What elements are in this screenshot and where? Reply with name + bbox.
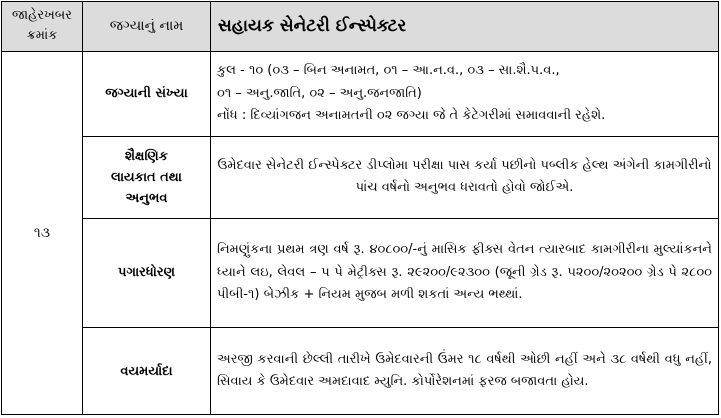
recruitment-table [1, 1, 719, 415]
header-row [2, 2, 719, 52]
label-qualification-line-1: શૈક્ષણિક [125, 148, 168, 164]
pay-scale-details: નિમણુંકના પ્રથમ ત્રણ વર્ષ રૂ. ૪૦૮૦૦/-નું માસિક ફીક્સ વેતન ત્યારબાદ કામગીરીના મુલ્યાંકનને ધ્યાને લઇ, લેવલ – પ પે મેટ્રીક્સ રૂ. ૨૯૨૦૦/૯૨૩૦૦ (જૂની ગ્રેડ રૂ. ૫૨૦૦/૨૦૨૦૦ ગ્રેડ પે ૨૮૦૦ પીબી-૧) બેઝીક + નિયમ મુજબ મળી શકતાં અન્ય ભથ્થાં. [211, 218, 719, 328]
header-post-title: સહાયક સેનેટરી ઈન્સ્પેક્ટર [211, 2, 719, 52]
header-advt-number-line2: ક્રમાંક [26, 28, 58, 44]
advt-number: ૧૩ [2, 51, 83, 414]
label-pay-scale: પગારધોરણ [83, 218, 211, 328]
row-pay-scale [2, 218, 719, 328]
vacancies-note: નોંધ : દિવ્યાંગજન અનામતની ૦૨ જગ્યા જે તે કેટેગરીમાં સમાવવાની રહેશે. [217, 108, 606, 124]
header-post-name-label: જગ્યાનું નામ [83, 2, 211, 52]
row-age-limit [2, 328, 719, 415]
label-qualification [83, 137, 211, 218]
label-vacancies: જગ્યાની સંખ્યા [83, 51, 211, 137]
row-qualification [2, 137, 719, 218]
vacancies-details [211, 51, 719, 137]
label-qualification-line-3: અનુભવ [125, 190, 168, 206]
vacancies-line-2: ૦૧ – અનુ.જાતિ, ૦૨ – અનુ.જનજાતિ) [217, 85, 422, 101]
header-advt-number-cell [2, 2, 83, 52]
label-age-limit: વયમર્યાદા [83, 328, 211, 415]
vacancies-line-1: કુલ - ૧૦ (૦૩ – બિન અનામત, ૦૧ – આ.ન.વ., ૦૩ – સા.શૈ.પ.વ., [217, 63, 560, 79]
age-limit-details: અરજી કરવાની છેલ્લી તારીખે ઉમેદવારની ઉંમર ૧૮ વર્ષથી ઓછી નહીં અને ૩૮ વર્ષથી વધુ નહીં, સિવાય કે ઉમેદવાર અમદાવાદ મ્યુનિ. કોર્પોરેશનમાં ફરજ બજાવતા હોય. [211, 328, 719, 415]
row-vacancies [2, 51, 719, 137]
label-qualification-line-2: લાયકાત તથા [111, 169, 182, 185]
header-advt-number-line1: જાહેરખબર [12, 8, 72, 24]
qualification-details: ઉમેદવાર સેનેટરી ઈન્સ્પેક્ટર ડીપ્લોમા પરીક્ષા પાસ કર્યા પછીનો પબ્લીક હેલ્થ અંગેની કામગીરીનો પાંચ વર્ષનો અનુભવ ધરાવતો હોવો જોઈએ. [211, 137, 719, 218]
